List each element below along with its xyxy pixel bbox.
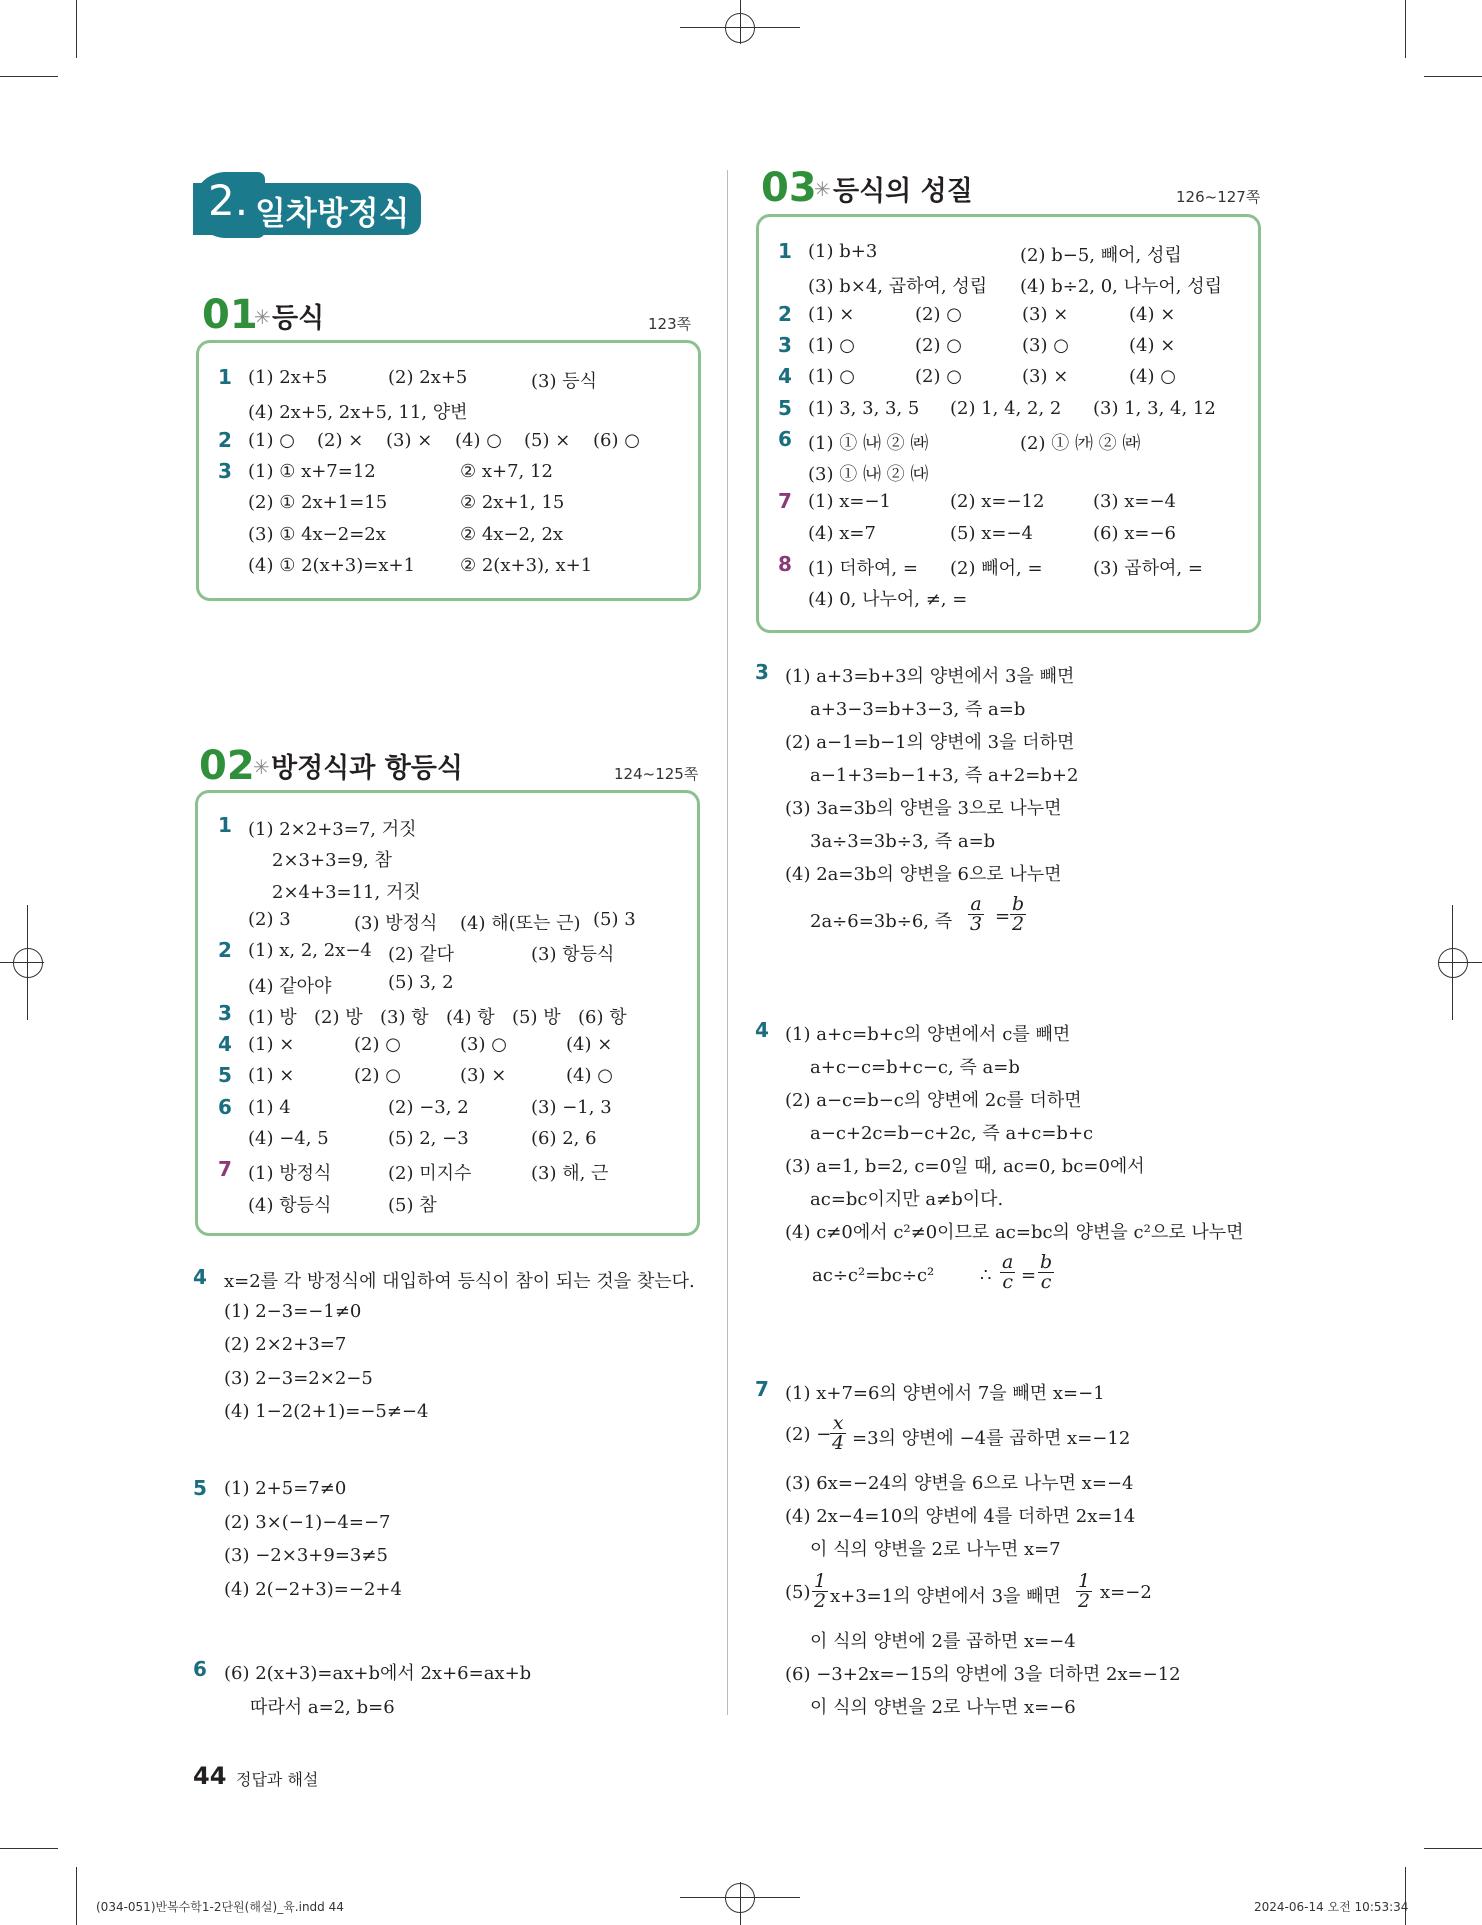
solution-text: (1) 2+5=7≠0 [224,1478,347,1499]
solution-text: (1) a+c=b+c의 양변에서 c를 빼면 [785,1024,1071,1045]
answer-text: (3) × [1022,366,1069,388]
answer-text: (2) b−5, 빼어, 성립 [1020,245,1182,266]
chapter-title: 일차방정식 [255,194,410,232]
answer-text: (3) × [386,429,433,451]
answer-text: (1) 방정식 [248,1163,332,1185]
question-number: 2 [218,427,232,452]
answer-text: ② 2x+1, 15 [460,492,565,514]
question-number: 1 [218,813,232,837]
question-number: 2 [218,938,232,963]
answer-text: (2) ① 2x+1=15 [248,492,388,514]
solution-text: (3) 6x=−24의 양변을 6으로 나누면 x=−4 [785,1473,1134,1494]
question-number: 3 [218,458,232,483]
crop-mark [1424,1848,1482,1849]
chapter-number: 2. [208,176,249,225]
answer-text: (3) × [460,1065,507,1087]
answer-text: (6) x=−6 [1093,522,1176,544]
question-number: 5 [193,1476,207,1500]
crop-mark [1424,76,1482,77]
answer-text: (1) ① ㈏ ② ㈑ [808,432,929,454]
solution-text: x=2를 각 방정식에 대입하여 등식이 참이 되는 것을 찾는다. [224,1271,695,1292]
question-number: 5 [218,1063,232,1088]
answer-text: (3) 항 [380,1006,429,1028]
solution-text: (6) −3+2x=−15의 양변에 3을 더하면 2x=−12 [785,1664,1181,1685]
slug-file: (034-051)반복수학1-2단원(해설)_육.indd 44 [96,1900,344,1914]
question-number: 2 [778,301,792,326]
solution-text: 이 식의 양변을 2로 나누면 x=−6 [810,1697,1076,1718]
section-page-ref: 126~127쪽 [1176,188,1261,206]
question-number: 3 [778,332,792,357]
solution-text: 따라서 a=2, b=6 [250,1696,395,1718]
answer-text: (5) 참 [388,1194,437,1216]
solution-text: (4) 2x−4=10의 양변에 4를 더하면 2x=14 [785,1506,1136,1527]
registration-circle [13,948,43,978]
solution-text: (3) 3a=3b의 양변을 3으로 나누면 [785,798,1062,819]
answer-text: (3) ① 4x−2=2x [248,523,386,545]
registration-circle [1438,948,1468,978]
solution-text: (3) a=1, b=2, c=0일 때, ac=0, bc=0에서 [785,1156,1145,1177]
question-number: 6 [193,1657,207,1681]
answer-text: (4) b÷2, 0, 나누어, 성립 [1020,276,1222,298]
star-icon: ✳ [253,755,270,779]
solution-text: (2) 3×(−1)−4=−7 [224,1511,391,1533]
answer-text: (4) 0, 나누어, ≠, = [808,589,968,611]
solution-text: (1) 2−3=−1≠0 [224,1300,362,1322]
equals-sign: = [995,906,1011,927]
answer-text: (1) × [248,1034,295,1056]
solution-text: (4) 2(−2+3)=−2+4 [224,1578,402,1600]
answer-text: (2) × [317,429,364,451]
answer-text: (4) 같아야 [248,975,332,997]
answer-text: (5) 3 [593,908,636,930]
answer-text: (1) 4 [248,1096,291,1118]
answer-text: (4) 항등식 [248,1194,332,1216]
answer-text: (6) 2, 6 [531,1128,597,1149]
question-number: 6 [218,1094,232,1119]
question-number: 4 [193,1265,207,1289]
answer-text: (2) 같다 [388,944,454,966]
fraction: $\frac{b}{c}$ [1040,1251,1053,1293]
footer-label: 정답과 해설 [236,1770,319,1789]
solution-text: a−c+2c=b−c+2c, 즉 a+c=b+c [810,1123,1094,1144]
answer-text: (3) x=−4 [1093,491,1176,513]
answer-text: (4) ○ [455,429,502,451]
answer-text: (2) 방 [314,1006,363,1028]
answer-text: (1) 2×2+3=7, 거짓 [248,819,417,840]
solution-text: (4) c≠0에서 c²≠0이므로 ac=bc의 양변을 c²으로 나누면 [785,1222,1244,1243]
section-number: 01 [202,292,258,338]
crop-mark [0,1848,58,1849]
solution-text: (4) 2a=3b의 양변을 6으로 나누면 [785,864,1062,885]
answer-text: (2) 2x+5 [388,367,468,388]
answer-text: (5) 방 [512,1006,561,1028]
solution-text: (6) 2(x+3)=ax+b에서 2x+6=ax+b [224,1663,532,1684]
section-page-ref: 124~125쪽 [614,765,699,783]
crop-mark [1405,0,1406,58]
answer-text: (2) 미지수 [388,1163,472,1185]
answer-text: (4) 항 [446,1006,495,1028]
star-icon: ✳ [254,305,271,329]
solution-text: (1) x+7=6의 양변에서 7을 빼면 x=−1 [785,1383,1105,1404]
answer-text: (1) ○ [808,366,855,388]
answer-text: (1) × [808,303,855,325]
answer-text: (4) × [1129,334,1176,356]
answer-text: (5) × [524,429,571,451]
solution-text: a+c−c=b+c−c, 즉 a=b [810,1057,1020,1078]
section-number: 02 [199,743,255,789]
answer-text: (1) ○ [808,334,855,356]
section-title: 등식 [272,303,325,334]
solution-text: (2) − [785,1424,832,1445]
answer-text: (5) 3, 2 [388,971,454,993]
question-number: 4 [778,364,792,389]
answer-text: (3) ○ [460,1034,507,1056]
solution-text: 2a÷6=3b÷6, 즉 [810,911,953,932]
answer-text: (1) ① x+7=12 [248,460,376,482]
answer-text: (5) 2, −3 [388,1128,469,1149]
answer-text: (1) × [248,1065,295,1087]
answer-text: (1) 3, 3, 3, 5 [808,397,920,419]
answer-text: (2) 3 [248,908,291,930]
registration-circle [725,1883,755,1913]
question-number: 8 [778,552,792,576]
answer-text: (3) b×4, 곱하여, 성립 [808,276,988,298]
answer-text: 2×3+3=9, 참 [272,850,392,872]
solution-text: a−1+3=b−1+3, 즉 a+2=b+2 [810,765,1079,786]
answer-text: (3) ○ [1022,334,1069,356]
question-number: 1 [218,365,232,389]
answer-text: (2) ○ [915,366,962,388]
answer-text: (6) 항 [578,1006,627,1028]
answer-text: (6) ○ [593,429,640,451]
question-number: 7 [218,1157,232,1182]
column-divider [727,170,728,1715]
answer-text: (3) 해, 근 [531,1163,609,1185]
crop-mark [76,0,77,58]
answer-text: (2) ① ㈎ ② ㈑ [1020,432,1141,454]
crop-mark [0,76,58,77]
question-number: 3 [218,1000,232,1025]
answer-text: (1) 2x+5 [248,367,328,388]
solution-text: 이 식의 양변을 2로 나누면 x=7 [810,1539,1061,1560]
answer-text: (2) x=−12 [950,491,1045,513]
answer-text: ② 4x−2, 2x [460,523,564,545]
answer-text: (4) 2x+5, 2x+5, 11, 양변 [248,402,468,424]
solution-text: 이 식의 양변에 2를 곱하면 x=−4 [810,1631,1076,1652]
star-icon: ✳ [814,177,831,201]
fraction: $\frac{x}{4}$ [832,1412,845,1454]
section-number: 03 [761,165,817,211]
section-title: 등식의 성질 [833,176,973,207]
answer-text: (1) x=−1 [808,491,891,513]
answer-text: (2) 빼어, = [950,558,1043,579]
crop-mark [76,1867,77,1925]
equals-sign: = [1021,1265,1037,1286]
question-number: 4 [755,1018,769,1042]
solution-text: x+3=1의 양변에서 3을 빼면 [830,1586,1061,1607]
question-number: 7 [755,1377,769,1401]
registration-circle [725,13,755,43]
answer-text: (3) ① ㈏ ② ㈐ [808,464,929,486]
solution-text: 3a÷3=3b÷3, 즉 a=b [810,831,996,852]
crop-mark [1405,1867,1406,1925]
answer-text: (5) x=−4 [950,522,1033,544]
question-number: 6 [778,426,792,451]
answer-text: (2) ○ [915,303,962,325]
question-number: 5 [778,395,792,420]
solution-text: =3의 양변에 −4를 곱하면 x=−12 [852,1428,1131,1449]
answer-text: (2) ○ [354,1065,401,1087]
solution-text: (5) [785,1582,811,1603]
page-number: 44 [193,1762,227,1790]
question-number: 3 [755,660,769,684]
answer-text: (4) x=7 [808,522,876,544]
answer-text: (3) 1, 3, 4, 12 [1093,397,1216,419]
answer-text: (3) 등식 [531,371,597,392]
answer-text: (4) ○ [1129,366,1176,388]
fraction: $\frac{a}{3}$ [970,893,983,935]
fraction: $\frac{b}{2}$ [1012,893,1025,935]
fraction: $\frac{a}{c}$ [1002,1251,1014,1293]
answer-text: (2) ○ [354,1034,401,1056]
answer-text: (3) 곱하여, = [1093,558,1203,579]
section-page-ref: 123쪽 [648,315,692,333]
answer-text: (1) 더하여, = [808,558,918,579]
answer-text: (3) −1, 3 [531,1096,612,1118]
question-number: 1 [778,239,792,263]
section-title: 방정식과 항등식 [271,753,463,784]
solution-text: (2) 2×2+3=7 [224,1334,347,1355]
question-number: 4 [218,1032,232,1057]
fraction: $\frac{1}{2}$ [1078,1570,1091,1612]
answer-text: 2×4+3=11, 거짓 [272,881,421,903]
answer-text: ② 2(x+3), x+1 [460,554,593,576]
solution-text: (2) a−c=b−c의 양변에 2c를 더하면 [785,1090,1082,1111]
answer-text: (4) ○ [566,1065,613,1087]
answer-text: (1) 방 [248,1006,297,1028]
answer-text: (4) 해(또는 근) [460,912,581,934]
solution-text: a+3−3=b+3−3, 즉 a=b [810,699,1026,720]
answer-text: (4) × [566,1034,613,1056]
solution-text: x=−2 [1100,1582,1152,1603]
solution-text: ac÷c²=bc÷c² [812,1265,935,1286]
fraction: $\frac{1}{2}$ [814,1570,827,1612]
question-number: 7 [778,489,792,514]
answer-text: (1) x, 2, 2x−4 [248,940,372,962]
solution-text: (3) −2×3+9=3≠5 [224,1545,388,1566]
answer-text: (2) −3, 2 [388,1096,469,1118]
solution-text: (4) 1−2(2+1)=−5≠−4 [224,1401,429,1422]
answer-text: (3) 방정식 [354,912,438,934]
answer-text: ② x+7, 12 [460,460,553,482]
solution-text: (1) a+3=b+3의 양변에서 3을 빼면 [785,666,1075,687]
answer-text: (4) ① 2(x+3)=x+1 [248,554,416,576]
answer-text: (3) 항등식 [531,944,615,966]
answer-text: (2) ○ [915,334,962,356]
answer-text: (4) −4, 5 [248,1128,329,1149]
solution-text: ∴ [980,1265,992,1286]
answer-text: (3) × [1022,303,1069,325]
solution-text: (3) 2−3=2×2−5 [224,1367,373,1389]
answer-text: (1) b+3 [808,241,878,262]
solution-text: ac=bc이지만 a≠b이다. [810,1189,1004,1210]
solution-text: (2) a−1=b−1의 양변에 3을 더하면 [785,732,1075,753]
answer-text: (1) ○ [248,429,295,451]
answer-text: (2) 1, 4, 2, 2 [950,397,1062,419]
slug-date: 2024-06-14 오전 10:53:34 [1254,1900,1409,1914]
answer-text: (4) × [1129,303,1176,325]
